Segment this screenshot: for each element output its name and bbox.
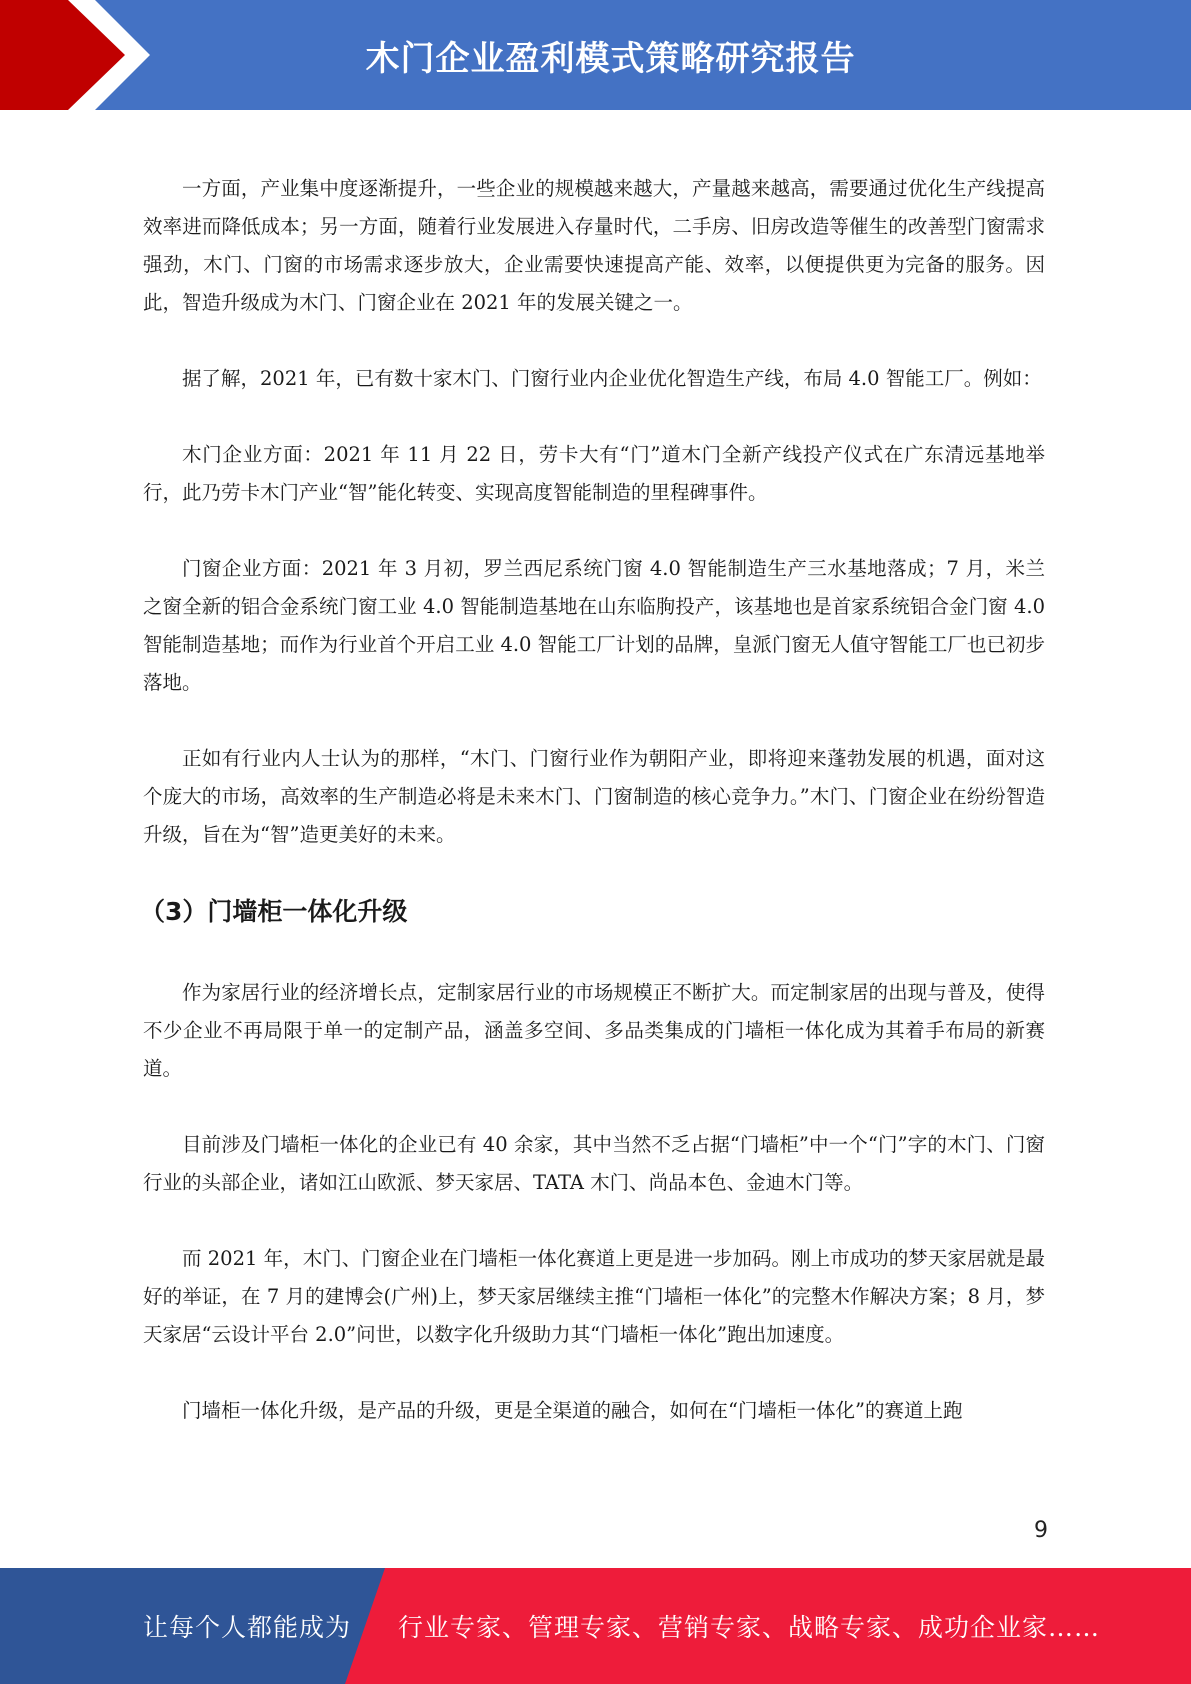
footer-slogan-right: 行业专家、管理专家、营销专家、战略专家、成功企业家……: [398, 1613, 1101, 1642]
footer-slogan-left: 让每个人都能成为: [143, 1613, 352, 1642]
document-title: 木门企业盈利模式策略研究报告: [365, 38, 856, 79]
paragraph: 目前涉及门墙柜一体化的企业已有 40 余家，其中当然不乏占据“门墙柜”中一个“门”字的木门、门窗行业的头部企业，诸如江山欧派、梦天家居、TATA 木门、尚品本色、金迪木门等。: [143, 1133, 1045, 1194]
paragraph: 作为家居行业的经济增长点，定制家居行业的市场规模正不断扩大。而定制家居的出现与普及，使得不少企业不再局限于单一的定制产品，涵盖多空间、多品类集成的门墙柜一体化成为其着手布局的新赛道。: [143, 981, 1045, 1080]
page-number: 9: [1034, 1518, 1048, 1543]
paragraph: 据了解，2021 年，已有数十家木门、门窗行业内企业优化智造生产线，布局 4.0 智能工厂。例如：: [182, 367, 1042, 390]
paragraph: 门墙柜一体化升级，是产品的升级，更是全渠道的融合，如何在“门墙柜一体化”的赛道上跑: [182, 1399, 963, 1422]
paragraph: 门窗企业方面：2021 年 3 月初，罗兰西尼系统门窗 4.0 智能制造生产三水基地落成；7 月，米兰之窗全新的铝合金系统门窗工业 4.0 智能制造基地在山东临朐投产，该基地也是首家系统铝合金门窗 4.0 智能制造基地；而作为行业首个开启工业 4.0 智能工厂计划的品牌，皇派门窗无人值守智能工厂也已初步落地。: [143, 557, 1045, 694]
paragraph: 正如有行业内人士认为的那样，“木门、门窗行业作为朝阳产业，即将迎来蓬勃发展的机遇，面对这个庞大的市场，高效率的生产制造必将是未来木门、门窗制造的核心竞争力。”木门、门窗企业在纷纷智造升级，旨在为“智”造更美好的未来。: [143, 747, 1045, 846]
paragraph: 而 2021 年，木门、门窗企业在门墙柜一体化赛道上更是进一步加码。刚上市成功的梦天家居就是最好的举证，在 7 月的建博会(广州)上，梦天家居继续主推“门墙柜一体化”的完整木作解决方案；8 月，梦天家居“云设计平台 2.0”问世，以数字化升级助力其“门墙柜一体化”跑出加速度。: [143, 1247, 1045, 1346]
header-banner: [0, 0, 1191, 110]
paragraph: 一方面，产业集中度逐渐提升，一些企业的规模越来越大，产量越来越高，需要通过优化生产线提高效率进而降低成本；另一方面，随着行业发展进入存量时代，二手房、旧房改造等催生的改善型门窗需求强劲，木门、门窗的市场需求逐步放大，企业需要快速提高产能、效率，以便提供更为完备的服务。因此，智造升级成为木门、门窗企业在 2021 年的发展关键之一。: [143, 177, 1045, 314]
section-heading: （3）门墙柜一体化升级: [140, 897, 408, 926]
footer-banner: [0, 1568, 1191, 1684]
paragraph: 木门企业方面：2021 年 11 月 22 日，劳卡大有“门”道木门全新产线投产仪式在广东清远基地举行，此乃劳卡木门产业“智”能化转变、实现高度智能制造的里程碑事件。: [143, 443, 1045, 504]
main-content: [140, 170, 1045, 1468]
